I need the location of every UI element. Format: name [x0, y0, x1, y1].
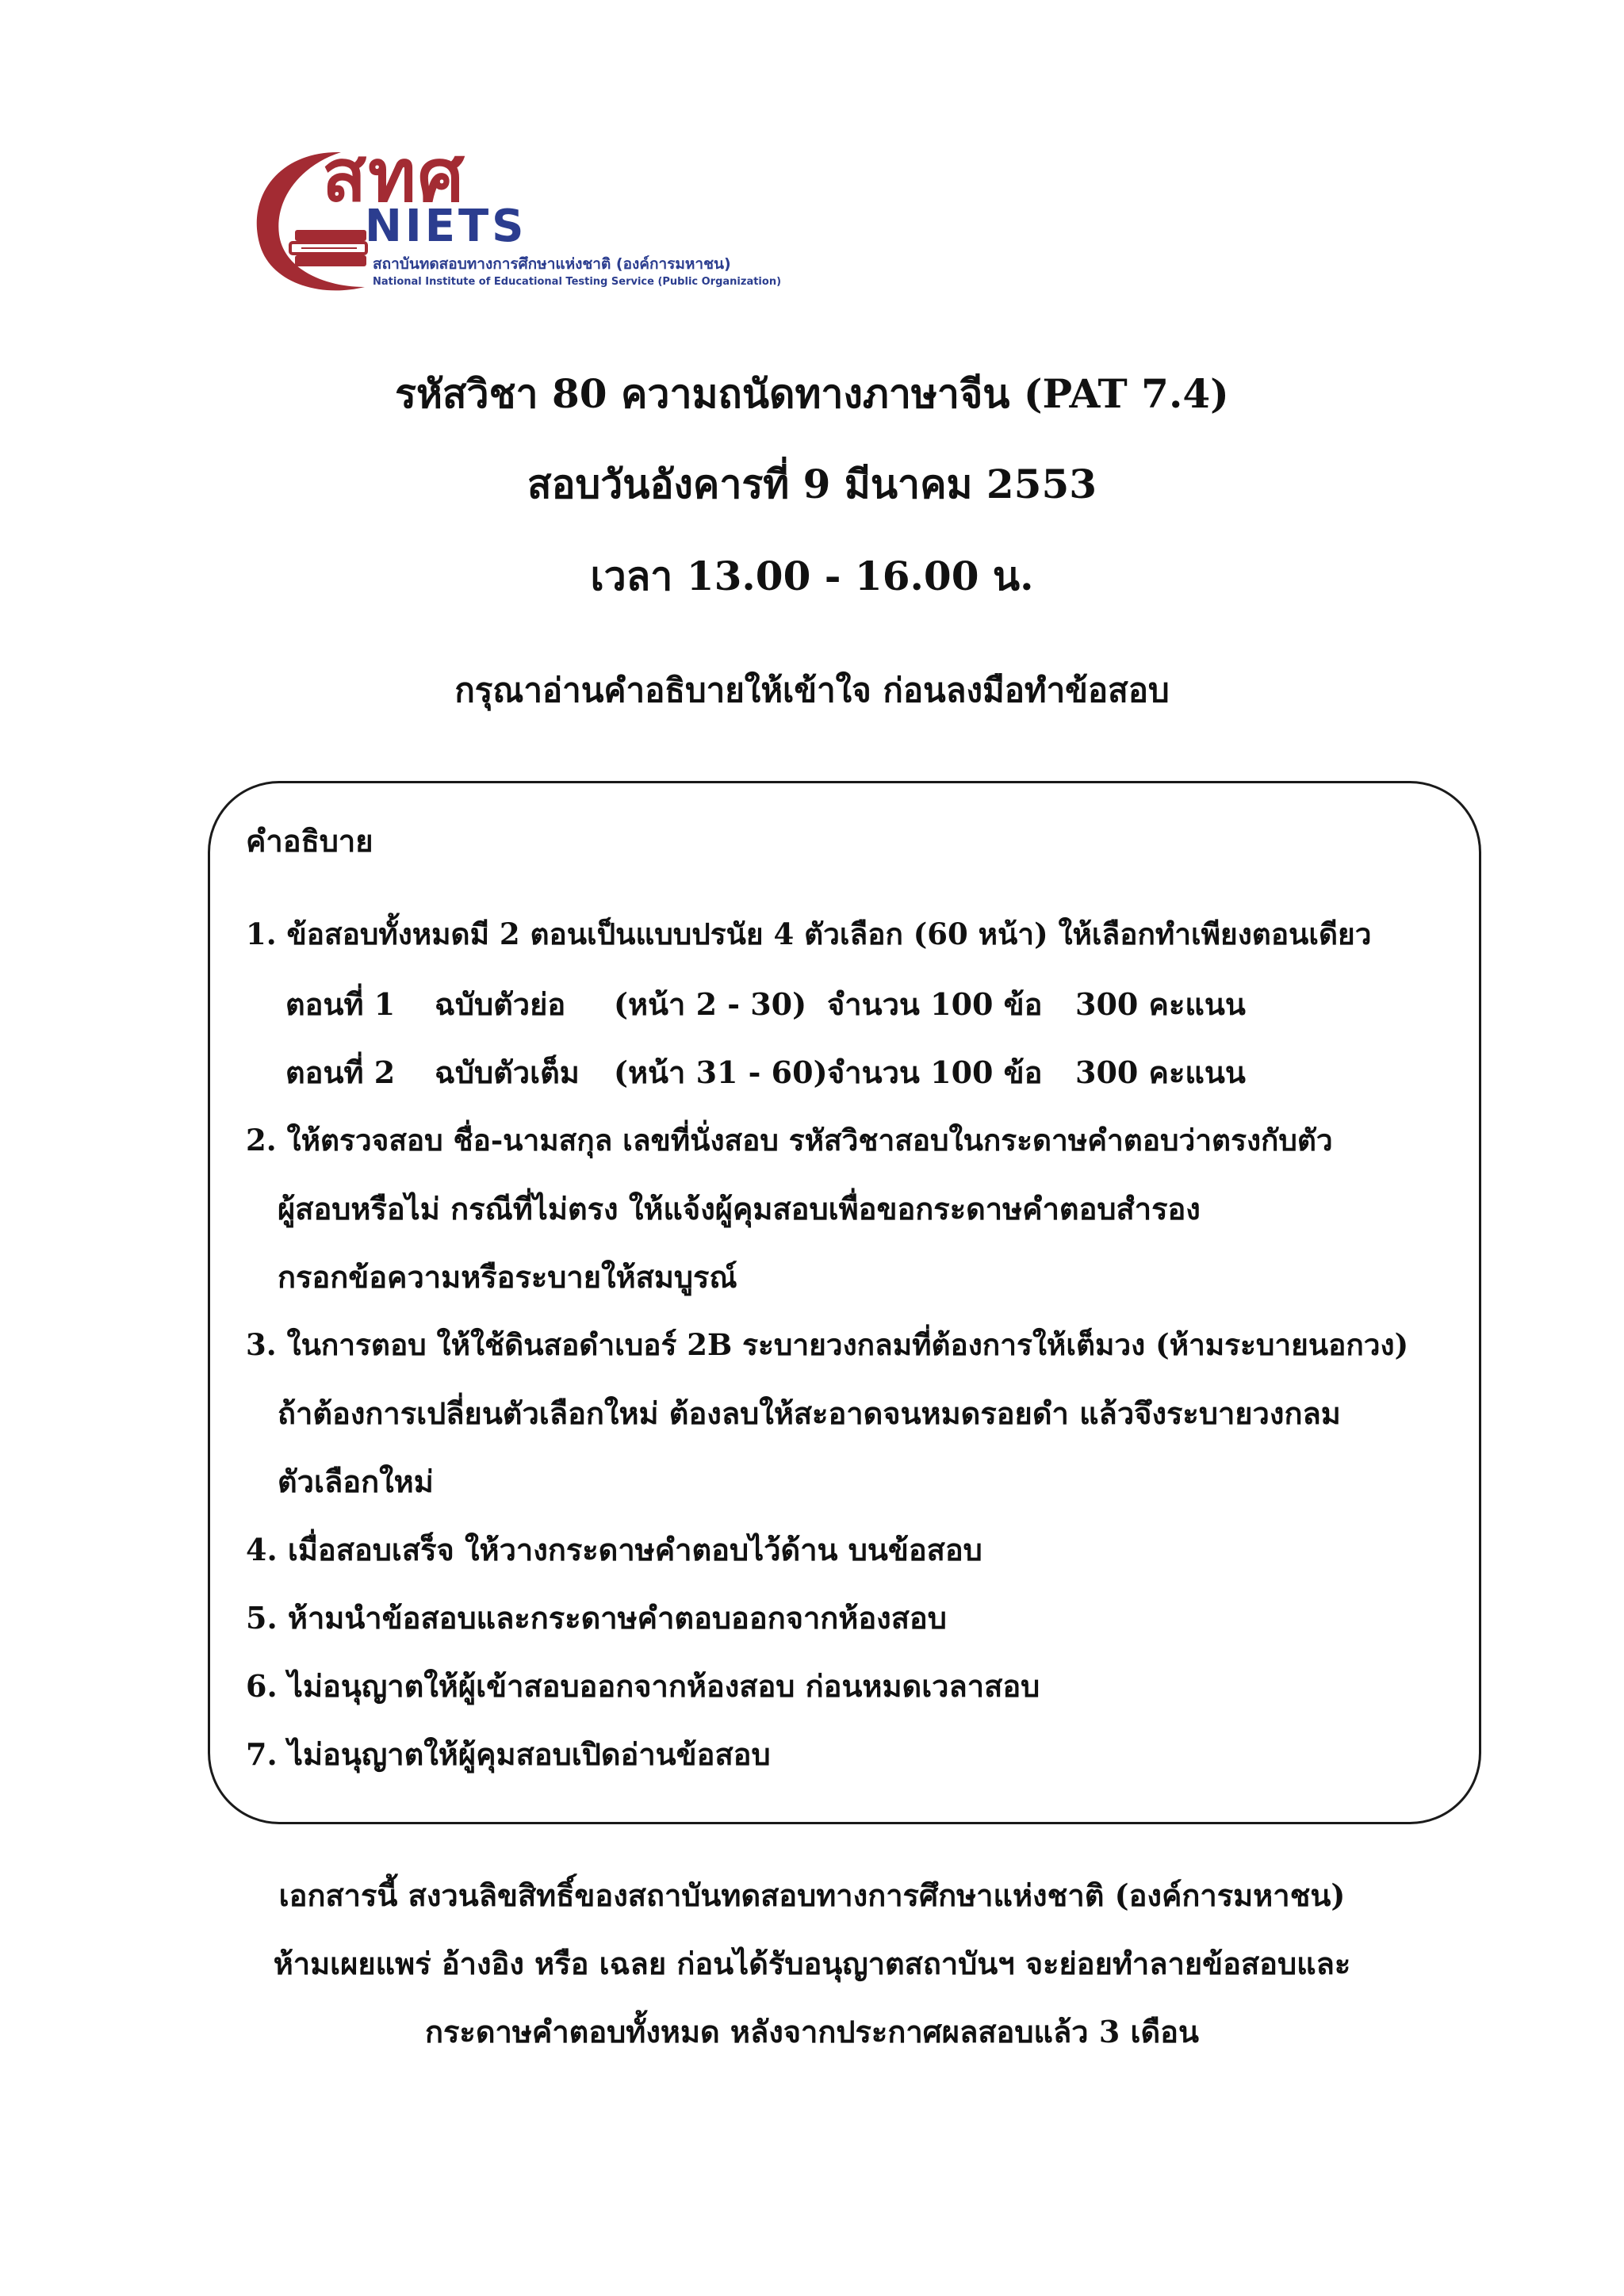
instruction-item-3-line-3: ตัวเลือกใหม่ — [278, 1464, 434, 1499]
part-label: ตอนที่ 2 — [285, 1054, 396, 1090]
subject-line: รหัสวิชา 80 ความถนัดทางภาษาจีน (PAT 7.4) — [395, 370, 1229, 417]
logo-thai-abbr: สทศ — [322, 133, 466, 218]
copyright-line-1: เอกสารนี้ สงวนลิขสิทธิ์ของสถาบันทดสอบทางการศึกษาแห่งชาติ (องค์การมหาชน) — [278, 1877, 1346, 1913]
instruction-item-1: 1. ข้อสอบทั้งหมดมี 2 ตอนเป็นแบบปรนัย 4 ตัวเลือก (60 หน้า) ให้เลือกทำเพียงตอนเดียว — [246, 916, 1372, 951]
niets-logo — [246, 133, 782, 301]
part-row-1 — [285, 986, 1316, 1023]
instruction-item-2-line-2: ผู้สอบหรือไม่ กรณีที่ไม่ตรง ให้แจ้งผู้คุมสอบเพื่อขอกระดาษคำตอบสำรอง — [278, 1191, 1201, 1226]
part-version: ฉบับตัวเต็ม — [435, 1054, 580, 1090]
instructions-heading: คำอธิบาย — [246, 823, 373, 859]
copyright-line-3: กระดาษคำตอบทั้งหมด หลังจากประกาศผลสอบแล้ว 3 เดือน — [425, 2014, 1199, 2049]
part-row-2 — [285, 1054, 1316, 1091]
part-score: 300 คะแนน — [1075, 986, 1246, 1022]
logo-en-name: National Institute of Educational Testing Service (Public Organization) — [373, 276, 782, 288]
read-notice: กรุณาอ่านคำอธิบายให้เข้าใจ ก่อนลงมือทำข้อสอบ — [454, 671, 1170, 710]
part-label: ตอนที่ 1 — [285, 986, 396, 1022]
instruction-item-3-line-1: 3. ในการตอบ ให้ใช้ดินสอดำเบอร์ 2B ระบายวงกลมที่ต้องการให้เต็มวง (ห้ามระบายนอกวง) — [246, 1327, 1409, 1362]
logo-thai-name: สถาบันทดสอบทางการศึกษาแห่งชาติ (องค์การมหาชน) — [373, 255, 731, 273]
instruction-item-5: 5. ห้ามนำข้อสอบและกระดาษคำตอบออกจากห้องสอบ — [246, 1600, 947, 1636]
part-version: ฉบับตัวย่อ — [435, 986, 566, 1022]
instruction-item-4: 4. เมื่อสอบเสร็จ ให้วางกระดาษคำตอบไว้ด้าน บนข้อสอบ — [246, 1532, 982, 1567]
part-count: จำนวน 100 ข้อ — [827, 986, 1043, 1022]
part-pages: (หน้า 31 - 60) — [614, 1054, 828, 1090]
instruction-item-3-line-2: ถ้าต้องการเปลี่ยนตัวเลือกใหม่ ต้องลบให้สะอาดจนหมดรอยดำ แล้วจึงระบายวงกลม — [278, 1395, 1341, 1431]
part-pages: (หน้า 2 - 30) — [614, 986, 807, 1022]
part-count: จำนวน 100 ข้อ — [827, 1054, 1043, 1090]
instruction-item-7: 7. ไม่อนุญาตให้ผู้คุมสอบเปิดอ่านข้อสอบ — [246, 1736, 771, 1772]
instruction-item-2-line-1: 2. ให้ตรวจสอบ ชื่อ-นามสกุล เลขที่นั่งสอบ รหัสวิชาสอบในกระดาษคำตอบว่าตรงกับตัว — [246, 1123, 1333, 1158]
part-score: 300 คะแนน — [1075, 1054, 1246, 1090]
date-line: สอบวันอังคารที่ 9 มีนาคม 2553 — [527, 461, 1097, 507]
time-line: เวลา 13.00 - 16.00 น. — [590, 553, 1034, 599]
instruction-item-6: 6. ไม่อนุญาตให้ผู้เข้าสอบออกจากห้องสอบ ก่อนหมดเวลาสอบ — [246, 1668, 1040, 1704]
instruction-item-2-line-3: กรอกข้อความหรือระบายให้สมบูรณ์ — [278, 1259, 737, 1295]
logo-en-abbr: NIETS — [365, 201, 527, 252]
copyright-line-2: ห้ามเผยแพร่ อ้างอิง หรือ เฉลย ก่อนได้รับอนุญาตสถาบันฯ จะย่อยทำลายข้อสอบและ — [273, 1946, 1351, 1981]
